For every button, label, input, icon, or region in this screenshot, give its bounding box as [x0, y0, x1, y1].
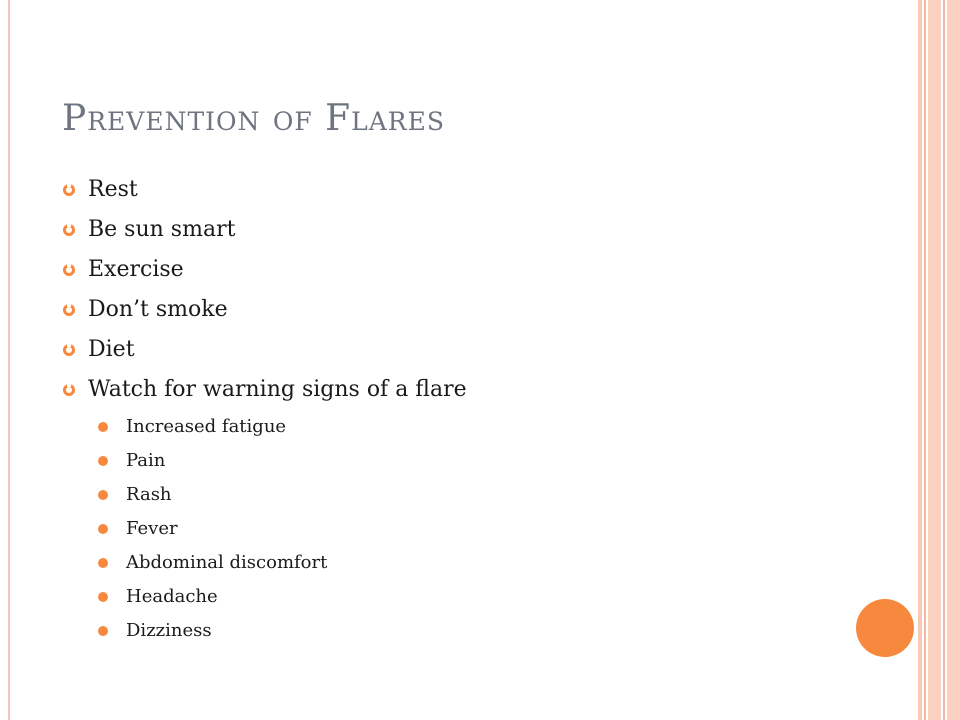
slide-title: Prevention of Flares: [62, 98, 445, 139]
left-border-line: [8, 0, 10, 720]
dot-bullet-icon: [98, 456, 108, 466]
list-item-text: Rest: [88, 177, 138, 202]
dot-bullet-icon: [98, 422, 108, 432]
stripe: [947, 0, 960, 720]
list-item-text: Be sun smart: [88, 217, 236, 242]
sub-list-item: [62, 546, 467, 580]
ring-bullet-icon: [62, 183, 76, 197]
sub-list-item: [62, 410, 467, 444]
stripe: [943, 0, 945, 720]
list-item: [62, 210, 467, 250]
sub-list-item: [62, 444, 467, 478]
list-item: [62, 290, 467, 330]
sub-bullet-list: [62, 410, 467, 648]
sub-list-item: [62, 614, 467, 648]
decorative-circle: [856, 599, 914, 657]
list-item: [62, 330, 467, 370]
sub-list-item-text: Increased fatigue: [126, 416, 287, 437]
sub-list-item-text: Headache: [126, 586, 218, 607]
list-item-text: Don’t smoke: [88, 297, 228, 322]
dot-bullet-icon: [98, 524, 108, 534]
sub-list-item-text: Pain: [126, 450, 166, 471]
list-item-text: Exercise: [88, 257, 184, 282]
list-item: [62, 170, 467, 210]
ring-bullet-icon: [62, 223, 76, 237]
dot-bullet-icon: [98, 592, 108, 602]
list-item: [62, 250, 467, 290]
list-item: [62, 370, 467, 410]
sub-list-item-text: Fever: [126, 518, 178, 539]
sub-list-item: [62, 512, 467, 546]
ring-bullet-icon: [62, 263, 76, 277]
bullet-list: [62, 170, 467, 648]
sub-list-item-text: Rash: [126, 484, 172, 505]
right-decorative-stripes: [918, 0, 960, 720]
sub-list-item: [62, 478, 467, 512]
list-item-text: Watch for warning signs of a flare: [88, 377, 467, 402]
dot-bullet-icon: [98, 558, 108, 568]
ring-bullet-icon: [62, 383, 76, 397]
stripe: [928, 0, 941, 720]
list-item-text: Diet: [88, 337, 135, 362]
sub-bullet-container: [62, 410, 467, 648]
stripe: [924, 0, 926, 720]
dot-bullet-icon: [98, 626, 108, 636]
ring-bullet-icon: [62, 343, 76, 357]
ring-bullet-icon: [62, 303, 76, 317]
sub-list-item-text: Dizziness: [126, 620, 212, 641]
dot-bullet-icon: [98, 490, 108, 500]
stripe: [918, 0, 922, 720]
sub-list-item-text: Abdominal discomfort: [126, 552, 328, 573]
sub-list-item: [62, 580, 467, 614]
